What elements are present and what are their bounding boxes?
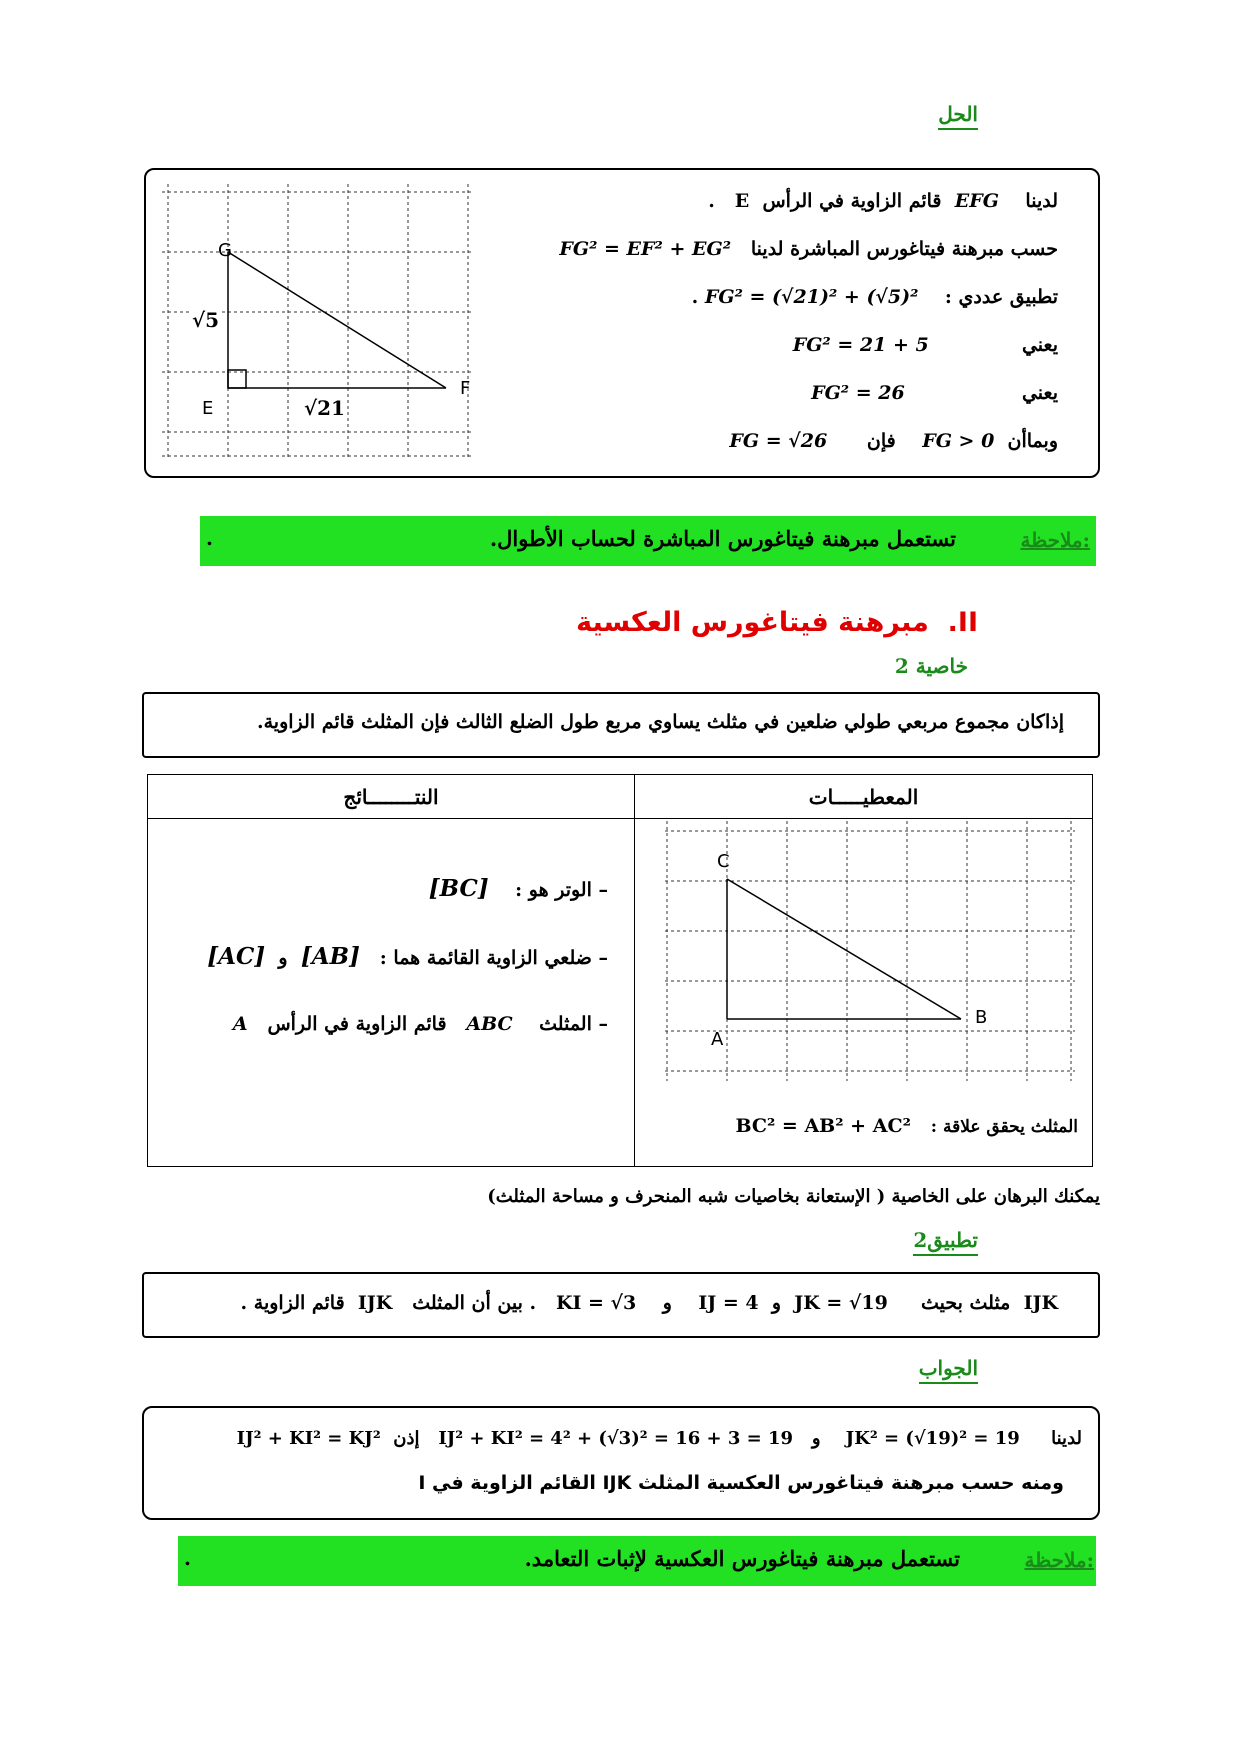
- figure1-label-e: E: [202, 398, 214, 419]
- proof-note: يمكنك البرهان على الخاصية ( الإستعانة بخاصيات شبه المنحرف و مساحة المثلث): [487, 1186, 1100, 1207]
- table-header-given: المعطيـــــات: [808, 784, 919, 809]
- section2-title: [576, 607, 978, 638]
- solution-heading: الحل: [938, 102, 978, 130]
- answer-label: الجواب: [919, 1356, 978, 1384]
- table-given-cell: [635, 819, 1093, 1167]
- property-label: خاصية 2: [894, 654, 968, 678]
- solution-line3: تطبيق عددي : FG² = (√21)² + (√5)² .: [691, 286, 1058, 308]
- figure1-label-f: F: [460, 378, 471, 399]
- note2-dot: .: [184, 1546, 191, 1570]
- figure2-label-b: B: [975, 1007, 988, 1028]
- answer-box: [142, 1406, 1100, 1520]
- property-box: [142, 692, 1100, 758]
- answer-line2: ومنه حسب مبرهنة فيتاغورس العكسية المثلث IJK القائم الزاوية في I: [418, 1472, 1064, 1494]
- application-box: [142, 1272, 1100, 1338]
- note2-label: ملاحظة:: [1024, 1548, 1094, 1572]
- given-relation: المثلث يحقق علاقة : BC² = AB² + AC²: [735, 1115, 1078, 1137]
- solution-line4: يعني FG² = 21 + 5: [792, 334, 1058, 356]
- table-results-cell: [148, 819, 635, 1167]
- figure2-label-a: A: [711, 1029, 724, 1050]
- figure1-label-g: G: [218, 240, 232, 261]
- result-right-angle: – المثلث ABC قائم الزاوية في الرأس A: [232, 1013, 608, 1035]
- application-label: تطبيق2: [913, 1228, 978, 1256]
- solution-line6: وبماأن FG > 0 فإن FG = √26: [729, 430, 1058, 452]
- table-header-results: النتــــــــائج: [343, 784, 439, 809]
- solution-line2: حسب مبرهنة فيتاغورس المباشرة لدينا FG² = EF² + EG²: [559, 238, 1058, 260]
- note1-text: تستعمل مبرهنة فيتاغورس المباشرة لحساب الأطوال.: [489, 526, 956, 551]
- solution-line1: لدينا EFG قائم الزاوية في الرأس E .: [708, 190, 1058, 212]
- note2-text: تستعمل مبرهنة فيتاغورس العكسية لإثبات التعامد.: [524, 1546, 960, 1571]
- property-table: [147, 774, 1093, 1167]
- figure2-label-c: C: [717, 851, 730, 872]
- figure1-side-vertical: √5: [192, 308, 220, 332]
- solution-line5: يعني FG² = 26: [811, 382, 1058, 404]
- note2-bar: [178, 1536, 1096, 1586]
- note1-dot: .: [206, 526, 213, 550]
- solution-box: [144, 168, 1100, 478]
- note1-bar: [200, 516, 1096, 566]
- figure1-side-horizontal: √21: [304, 396, 345, 420]
- answer-line1: لدينا JK² = (√19)² = 19 و IJ² + KI² = 4² + (√3)² = 16 + 3 = 19 إذن IJ² + KI² = KJ²: [236, 1428, 1082, 1449]
- section2-number: II.: [947, 607, 978, 638]
- table-header-given-cell: [635, 775, 1093, 819]
- result-legs: – ضلعي الزاوية القائمة هما : [AB] و [AC]: [207, 943, 608, 970]
- note1-label: ملاحظة:: [1020, 528, 1090, 552]
- application-text: IJK مثلث بحيث JK = √19 و IJ = 4 و KI = √3 . بين أن المثلث IJK قائم الزاوية .: [240, 1292, 1058, 1314]
- result-hypotenuse: – الوتر هو : [BC]: [428, 875, 608, 902]
- section2-title-text: مبرهنة فيتاغورس العكسية: [576, 607, 929, 638]
- property-text: إذاكان مجموع مربعي طولي ضلعين في مثلث يساوي مربع طول الضلع الثالث فإن المثلث قائم الزاوية.: [257, 711, 1064, 733]
- table-header-results-cell: [148, 775, 635, 819]
